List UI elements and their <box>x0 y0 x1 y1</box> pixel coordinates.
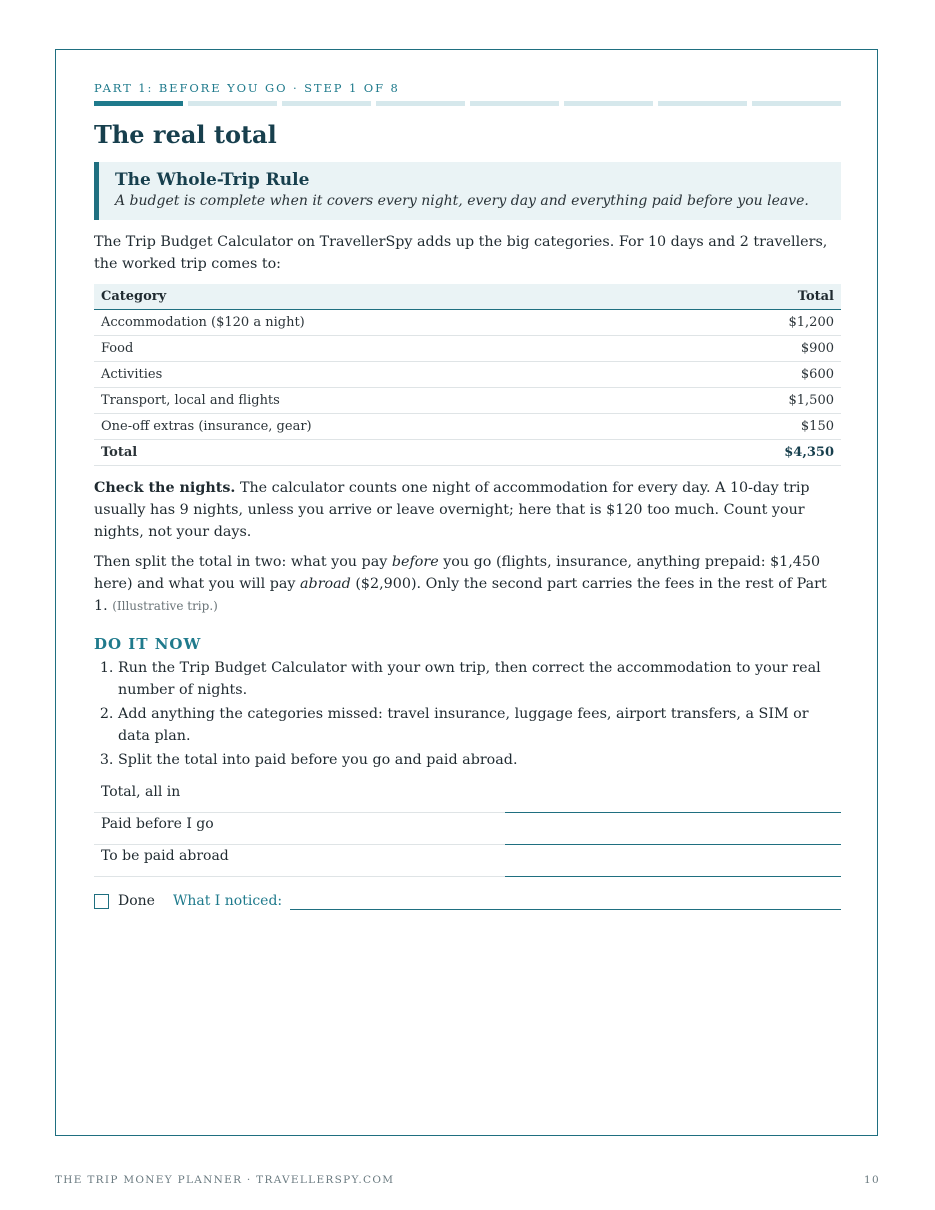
illustrative-note: (Illustrative trip.) <box>112 599 218 613</box>
paid-abroad-input[interactable] <box>505 876 841 877</box>
split-text: you go (flights, insurance, anything prepaid: $1,450 here) and what you will pay <box>94 554 821 592</box>
footer-title: THE TRIP MONEY PLANNER · TRAVELLERSPY.COM <box>55 1174 395 1186</box>
table-row <box>94 362 841 388</box>
worksheet-fields <box>94 781 841 877</box>
what-i-noticed-input[interactable] <box>290 893 841 910</box>
progress-segment <box>564 101 653 106</box>
field-label: Paid before I go <box>101 816 214 832</box>
done-label: Done <box>118 893 155 909</box>
table-row <box>94 388 841 414</box>
field-label: To be paid abroad <box>101 848 229 864</box>
split-text: Then split the total in two: what you pay <box>94 554 392 570</box>
row-category: Accommodation ($120 a night) <box>94 310 676 336</box>
split-paragraph <box>94 551 841 617</box>
step-progress-bar <box>94 101 841 106</box>
done-checkbox[interactable] <box>94 894 109 909</box>
progress-segment <box>94 101 183 106</box>
table-header-row <box>94 284 841 310</box>
table-row <box>94 414 841 440</box>
page-content <box>94 80 841 911</box>
do-it-now-steps <box>94 657 841 771</box>
budget-table <box>94 284 841 466</box>
row-total: $150 <box>676 414 841 440</box>
row-total: $1,500 <box>676 388 841 414</box>
list-item: 3. Split the total into paid before you go and paid abroad. <box>118 749 841 771</box>
rule-text: A budget is complete when it covers every night, every day and everything paid before you leave. <box>115 193 809 209</box>
column-header-total: Total <box>676 284 841 310</box>
rule-callout <box>94 162 841 220</box>
split-text: ($2,900). Only the second part carries the fees in the rest of Part 1. <box>94 576 827 614</box>
check-nights-text: The calculator counts one night of accommodation for every day. A 10-day trip usually has 9 nights, unless you arrive or leave overnight; here that is $120 too much. Count your nights, not your days. <box>94 480 810 540</box>
page-footer <box>55 1174 880 1186</box>
row-total: $1,200 <box>676 310 841 336</box>
field-row-paid-abroad <box>94 845 841 877</box>
list-item: 1. Run the Trip Budget Calculator with your own trip, then correct the accommodation to your real number of nights. <box>118 657 841 701</box>
row-category: Activities <box>94 362 676 388</box>
page-number: 10 <box>864 1174 880 1186</box>
progress-segment <box>376 101 465 106</box>
table-row <box>94 310 841 336</box>
intro-paragraph: The Trip Budget Calculator on TravellerSpy adds up the big categories. For 10 days and 2 travellers, the worked trip comes to: <box>94 234 828 272</box>
split-emphasis: abroad <box>300 576 351 592</box>
progress-segment <box>282 101 371 106</box>
progress-segment <box>188 101 277 106</box>
row-category: One-off extras (insurance, gear) <box>94 414 676 440</box>
total-value: $4,350 <box>676 440 841 466</box>
field-row-paid-before <box>94 813 841 845</box>
rule-title: The Whole-Trip Rule <box>115 170 310 190</box>
progress-segment <box>658 101 747 106</box>
row-category: Transport, local and flights <box>94 388 676 414</box>
page-title: The real total <box>94 120 277 149</box>
noticed-label: What I noticed: <box>172 893 283 909</box>
progress-segment <box>752 101 841 106</box>
page-frame <box>55 49 878 1136</box>
row-total: $900 <box>676 336 841 362</box>
row-category: Food <box>94 336 676 362</box>
step-kicker: PART 1: BEFORE YOU GO · STEP 1 OF 8 <box>94 81 400 95</box>
list-item: 2. Add anything the categories missed: travel insurance, luggage fees, airport transfers, a SIM or data plan. <box>118 703 841 747</box>
check-nights-lead: Check the nights. <box>94 480 236 496</box>
field-row-total <box>94 781 841 813</box>
check-nights-paragraph <box>94 477 841 543</box>
total-label: Total <box>94 440 676 466</box>
table-total-row <box>94 440 841 466</box>
row-total: $600 <box>676 362 841 388</box>
progress-segment <box>470 101 559 106</box>
split-emphasis: before <box>391 554 439 570</box>
table-row <box>94 336 841 362</box>
field-label: Total, all in <box>101 784 181 800</box>
done-row <box>94 891 841 911</box>
do-it-now-heading: DO IT NOW <box>94 635 202 653</box>
column-header-category: Category <box>94 284 676 310</box>
